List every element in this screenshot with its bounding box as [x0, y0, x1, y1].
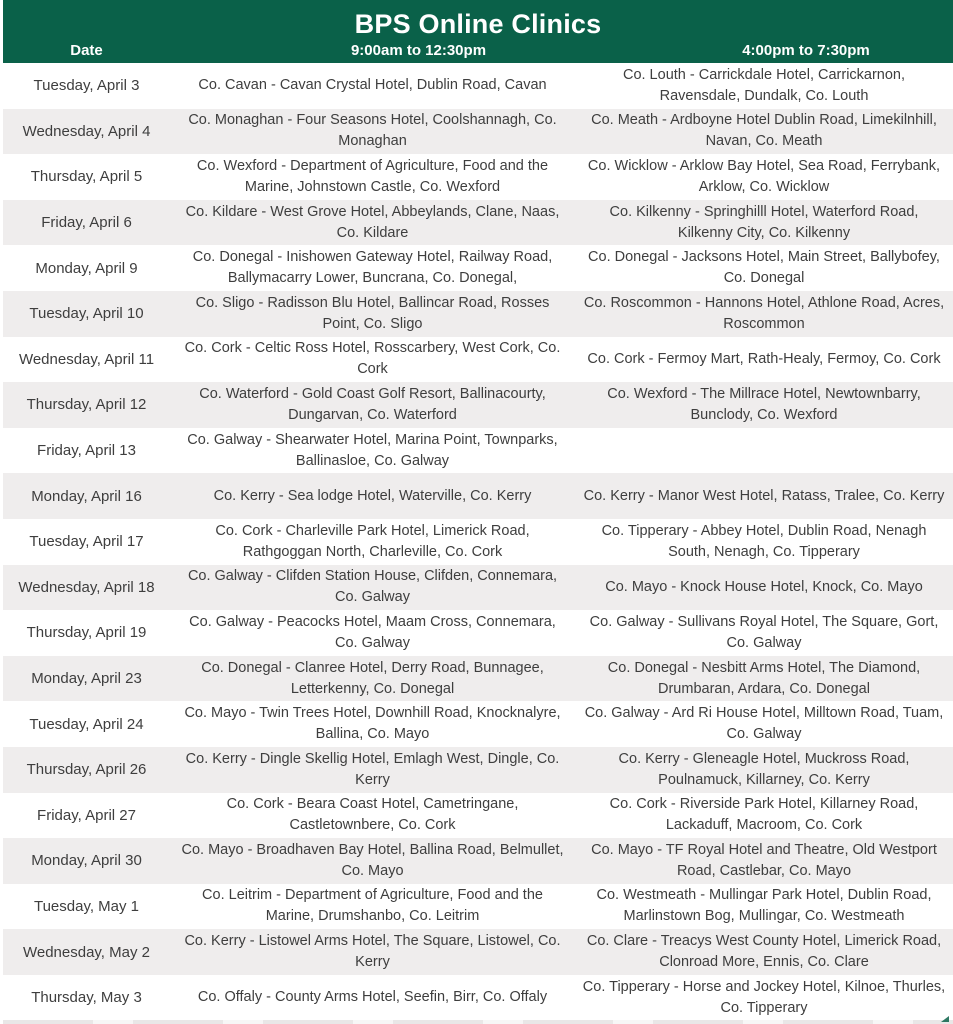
table-row — [3, 747, 953, 793]
date-cell: Monday, April 9 — [35, 259, 138, 277]
column-header-row — [3, 40, 953, 61]
table-row — [3, 154, 953, 200]
date-cell: Thursday, May 3 — [31, 989, 142, 1007]
date-cell: Tuesday, April 10 — [29, 305, 144, 323]
column-header-date: Date — [70, 42, 103, 59]
morning-clinic-cell: Co. Galway - Shearwater Hotel, Marina Point, Townparks, Ballinasloe, Co. Galway — [187, 431, 558, 469]
date-cell: Tuesday, April 17 — [29, 533, 144, 551]
morning-clinic-cell: Co. Mayo - Broadhaven Bay Hotel, Ballina Road, Belmullet, Co. Mayo — [181, 841, 564, 879]
table-row — [3, 610, 953, 656]
date-cell: Thursday, April 12 — [26, 396, 147, 414]
evening-clinic-cell: Co. Louth - Carrickdale Hotel, Carrickarnon, Ravensdale, Dundalk, Co. Louth — [622, 66, 906, 104]
table-row — [3, 884, 953, 930]
table-row — [3, 656, 953, 702]
morning-clinic-cell: Co. Donegal - Clanree Hotel, Derry Road, Bunnagee, Letterkenny, Co. Donegal — [201, 659, 544, 697]
date-cell: Wednesday, April 18 — [18, 578, 155, 596]
table-row — [3, 382, 953, 428]
morning-clinic-cell: Co. Kerry - Sea lodge Hotel, Waterville, Co. Kerry — [213, 487, 532, 504]
date-cell: Wednesday, April 4 — [22, 122, 151, 140]
morning-clinic-cell: Co. Kerry - Dingle Skellig Hotel, Emlagh West, Dingle, Co. Kerry — [185, 750, 560, 788]
evening-clinic-cell — [575, 428, 953, 474]
evening-clinic-cell: Co. Wexford - The Millrace Hotel, Newtownbarry, Bunclody, Co. Wexford — [607, 385, 921, 423]
morning-clinic-cell: Co. Galway - Clifden Station House, Clifden, Connemara, Co. Galway — [187, 568, 558, 606]
evening-clinic-cell: Co. Mayo - TF Royal Hotel and Theatre, Old Westport Road, Castlebar, Co. Mayo — [591, 841, 937, 879]
table-row — [3, 975, 953, 1021]
table-row — [3, 929, 953, 975]
evening-clinic-cell: Co. Roscommon - Hannons Hotel, Athlone Road, Acres, Roscommon — [583, 294, 945, 332]
date-cell: Wednesday, April 11 — [18, 350, 155, 368]
morning-clinic-cell: Co. Cork - Celtic Ross Hotel, Rosscarbery, West Cork, Co. Cork — [184, 340, 561, 378]
column-header-evening: 4:00pm to 7:30pm — [742, 42, 870, 59]
schedule-table-body — [3, 63, 953, 1020]
table-row — [3, 291, 953, 337]
evening-clinic-cell: Co. Westmeath - Mullingar Park Hotel, Dublin Road, Marlinstown Bog, Mullingar, Co. Westmeath — [596, 887, 932, 925]
evening-clinic-cell: Co. Tipperary - Horse and Jockey Hotel, Kilnoe, Thurles, Co. Tipperary — [582, 978, 946, 1016]
evening-clinic-cell: Co. Tipperary - Abbey Hotel, Dublin Road, Nenagh South, Nenagh, Co. Tipperary — [601, 522, 927, 560]
evening-clinic-cell: Co. Galway - Sullivans Royal Hotel, The Square, Gort, Co. Galway — [589, 613, 939, 651]
date-cell: Thursday, April 19 — [26, 624, 147, 642]
morning-clinic-cell: Co. Mayo - Twin Trees Hotel, Downhill Road, Knocknalyre, Ballina, Co. Mayo — [184, 705, 561, 743]
table-row — [3, 245, 953, 291]
evening-clinic-cell: Co. Cork - Riverside Park Hotel, Killarney Road, Lackaduff, Macroom, Co. Cork — [609, 796, 919, 834]
date-cell: Tuesday, April 3 — [33, 77, 140, 95]
evening-clinic-cell: Co. Donegal - Jacksons Hotel, Main Street, Ballybofey, Co. Donegal — [588, 249, 940, 287]
morning-clinic-cell: Co. Donegal - Inishowen Gateway Hotel, Railway Road, Ballymacarry Lower, Buncrana, Co. Donegal, — [192, 249, 553, 287]
morning-clinic-cell: Co. Waterford - Gold Coast Golf Resort, Ballinacourty, Dungarvan, Co. Waterford — [199, 385, 546, 423]
evening-clinic-cell: Co. Clare - Treacys West County Hotel, Limerick Road, Clonroad More, Ennis, Co. Clare — [586, 933, 942, 971]
evening-clinic-cell: Co. Wicklow - Arklow Bay Hotel, Sea Road, Ferrybank, Arklow, Co. Wicklow — [587, 157, 941, 195]
evening-clinic-cell: Co. Mayo - Knock House Hotel, Knock, Co. Mayo — [605, 578, 923, 595]
date-cell: Friday, April 6 — [41, 214, 132, 232]
morning-clinic-cell: Co. Cork - Charleville Park Hotel, Limerick Road, Rathgoggan North, Charleville, Co. Cork — [215, 522, 530, 560]
morning-clinic-cell: Co. Kerry - Listowel Arms Hotel, The Square, Listowel, Co. Kerry — [184, 933, 561, 971]
table-row — [3, 337, 953, 383]
table-row — [3, 63, 953, 109]
table-row — [3, 200, 953, 246]
evening-clinic-cell: Co. Kerry - Gleneagle Hotel, Muckross Road, Poulnamuck, Killarney, Co. Kerry — [618, 750, 910, 788]
evening-clinic-cell: Co. Cork - Fermoy Mart, Rath-Healy, Fermoy, Co. Cork — [587, 350, 941, 367]
date-cell: Monday, April 23 — [31, 670, 142, 688]
page-title: BPS Online Clinics — [354, 9, 602, 39]
evening-clinic-cell: Co. Kerry - Manor West Hotel, Ratass, Tralee, Co. Kerry — [583, 487, 945, 504]
morning-clinic-cell: Co. Galway - Peacocks Hotel, Maam Cross, Connemara, Co. Galway — [189, 613, 556, 651]
date-cell: Thursday, April 5 — [30, 168, 143, 186]
table-row — [3, 565, 953, 611]
date-cell: Thursday, April 26 — [26, 761, 147, 779]
table-header — [3, 0, 953, 63]
table-row — [3, 701, 953, 747]
morning-clinic-cell: Co. Kildare - West Grove Hotel, Abbeylands, Clane, Naas, Co. Kildare — [185, 203, 560, 241]
morning-clinic-cell: Co. Offaly - County Arms Hotel, Seefin, Birr, Co. Offaly — [197, 989, 548, 1006]
table-row — [3, 838, 953, 884]
date-cell: Tuesday, April 24 — [29, 715, 144, 733]
morning-clinic-cell: Co. Cork - Beara Coast Hotel, Cametringane, Castletownbere, Co. Cork — [226, 796, 519, 834]
evening-clinic-cell: Co. Meath - Ardboyne Hotel Dublin Road, Limekilnhill, Navan, Co. Meath — [591, 112, 937, 150]
table-row — [3, 109, 953, 155]
table-row — [3, 519, 953, 565]
date-cell: Friday, April 13 — [37, 442, 136, 460]
morning-clinic-cell: Co. Cavan - Cavan Crystal Hotel, Dublin Road, Cavan — [198, 77, 547, 94]
date-cell: Tuesday, May 1 — [33, 897, 140, 915]
table-row — [3, 793, 953, 839]
column-header-morning: 9:00am to 12:30pm — [350, 42, 487, 59]
date-cell: Friday, April 27 — [37, 806, 136, 824]
next-row-edge — [3, 1020, 953, 1023]
morning-clinic-cell: Co. Wexford - Department of Agriculture, Food and the Marine, Johnstown Castle, Co. Wexford — [196, 157, 549, 195]
date-cell: Monday, April 30 — [31, 852, 142, 870]
morning-clinic-cell: Co. Leitrim - Department of Agriculture, Food and the Marine, Drumshanbo, Co. Leitrim — [202, 887, 543, 925]
evening-clinic-cell: Co. Kilkenny - Springhilll Hotel, Waterford Road, Kilkenny City, Co. Kilkenny — [609, 203, 919, 241]
table-row — [3, 473, 953, 519]
evening-clinic-cell: Co. Donegal - Nesbitt Arms Hotel, The Diamond, Drumbaran, Ardara, Co. Donegal — [607, 659, 921, 697]
morning-clinic-cell: Co. Monaghan - Four Seasons Hotel, Coolshannagh, Co. Monaghan — [188, 112, 557, 150]
morning-clinic-cell: Co. Sligo - Radisson Blu Hotel, Ballincar Road, Rosses Point, Co. Sligo — [195, 294, 550, 332]
table-row — [3, 428, 953, 474]
evening-clinic-cell: Co. Galway - Ard Ri House Hotel, Milltown Road, Tuam, Co. Galway — [584, 705, 944, 743]
date-cell: Wednesday, May 2 — [22, 943, 150, 961]
date-cell: Monday, April 16 — [31, 487, 142, 505]
